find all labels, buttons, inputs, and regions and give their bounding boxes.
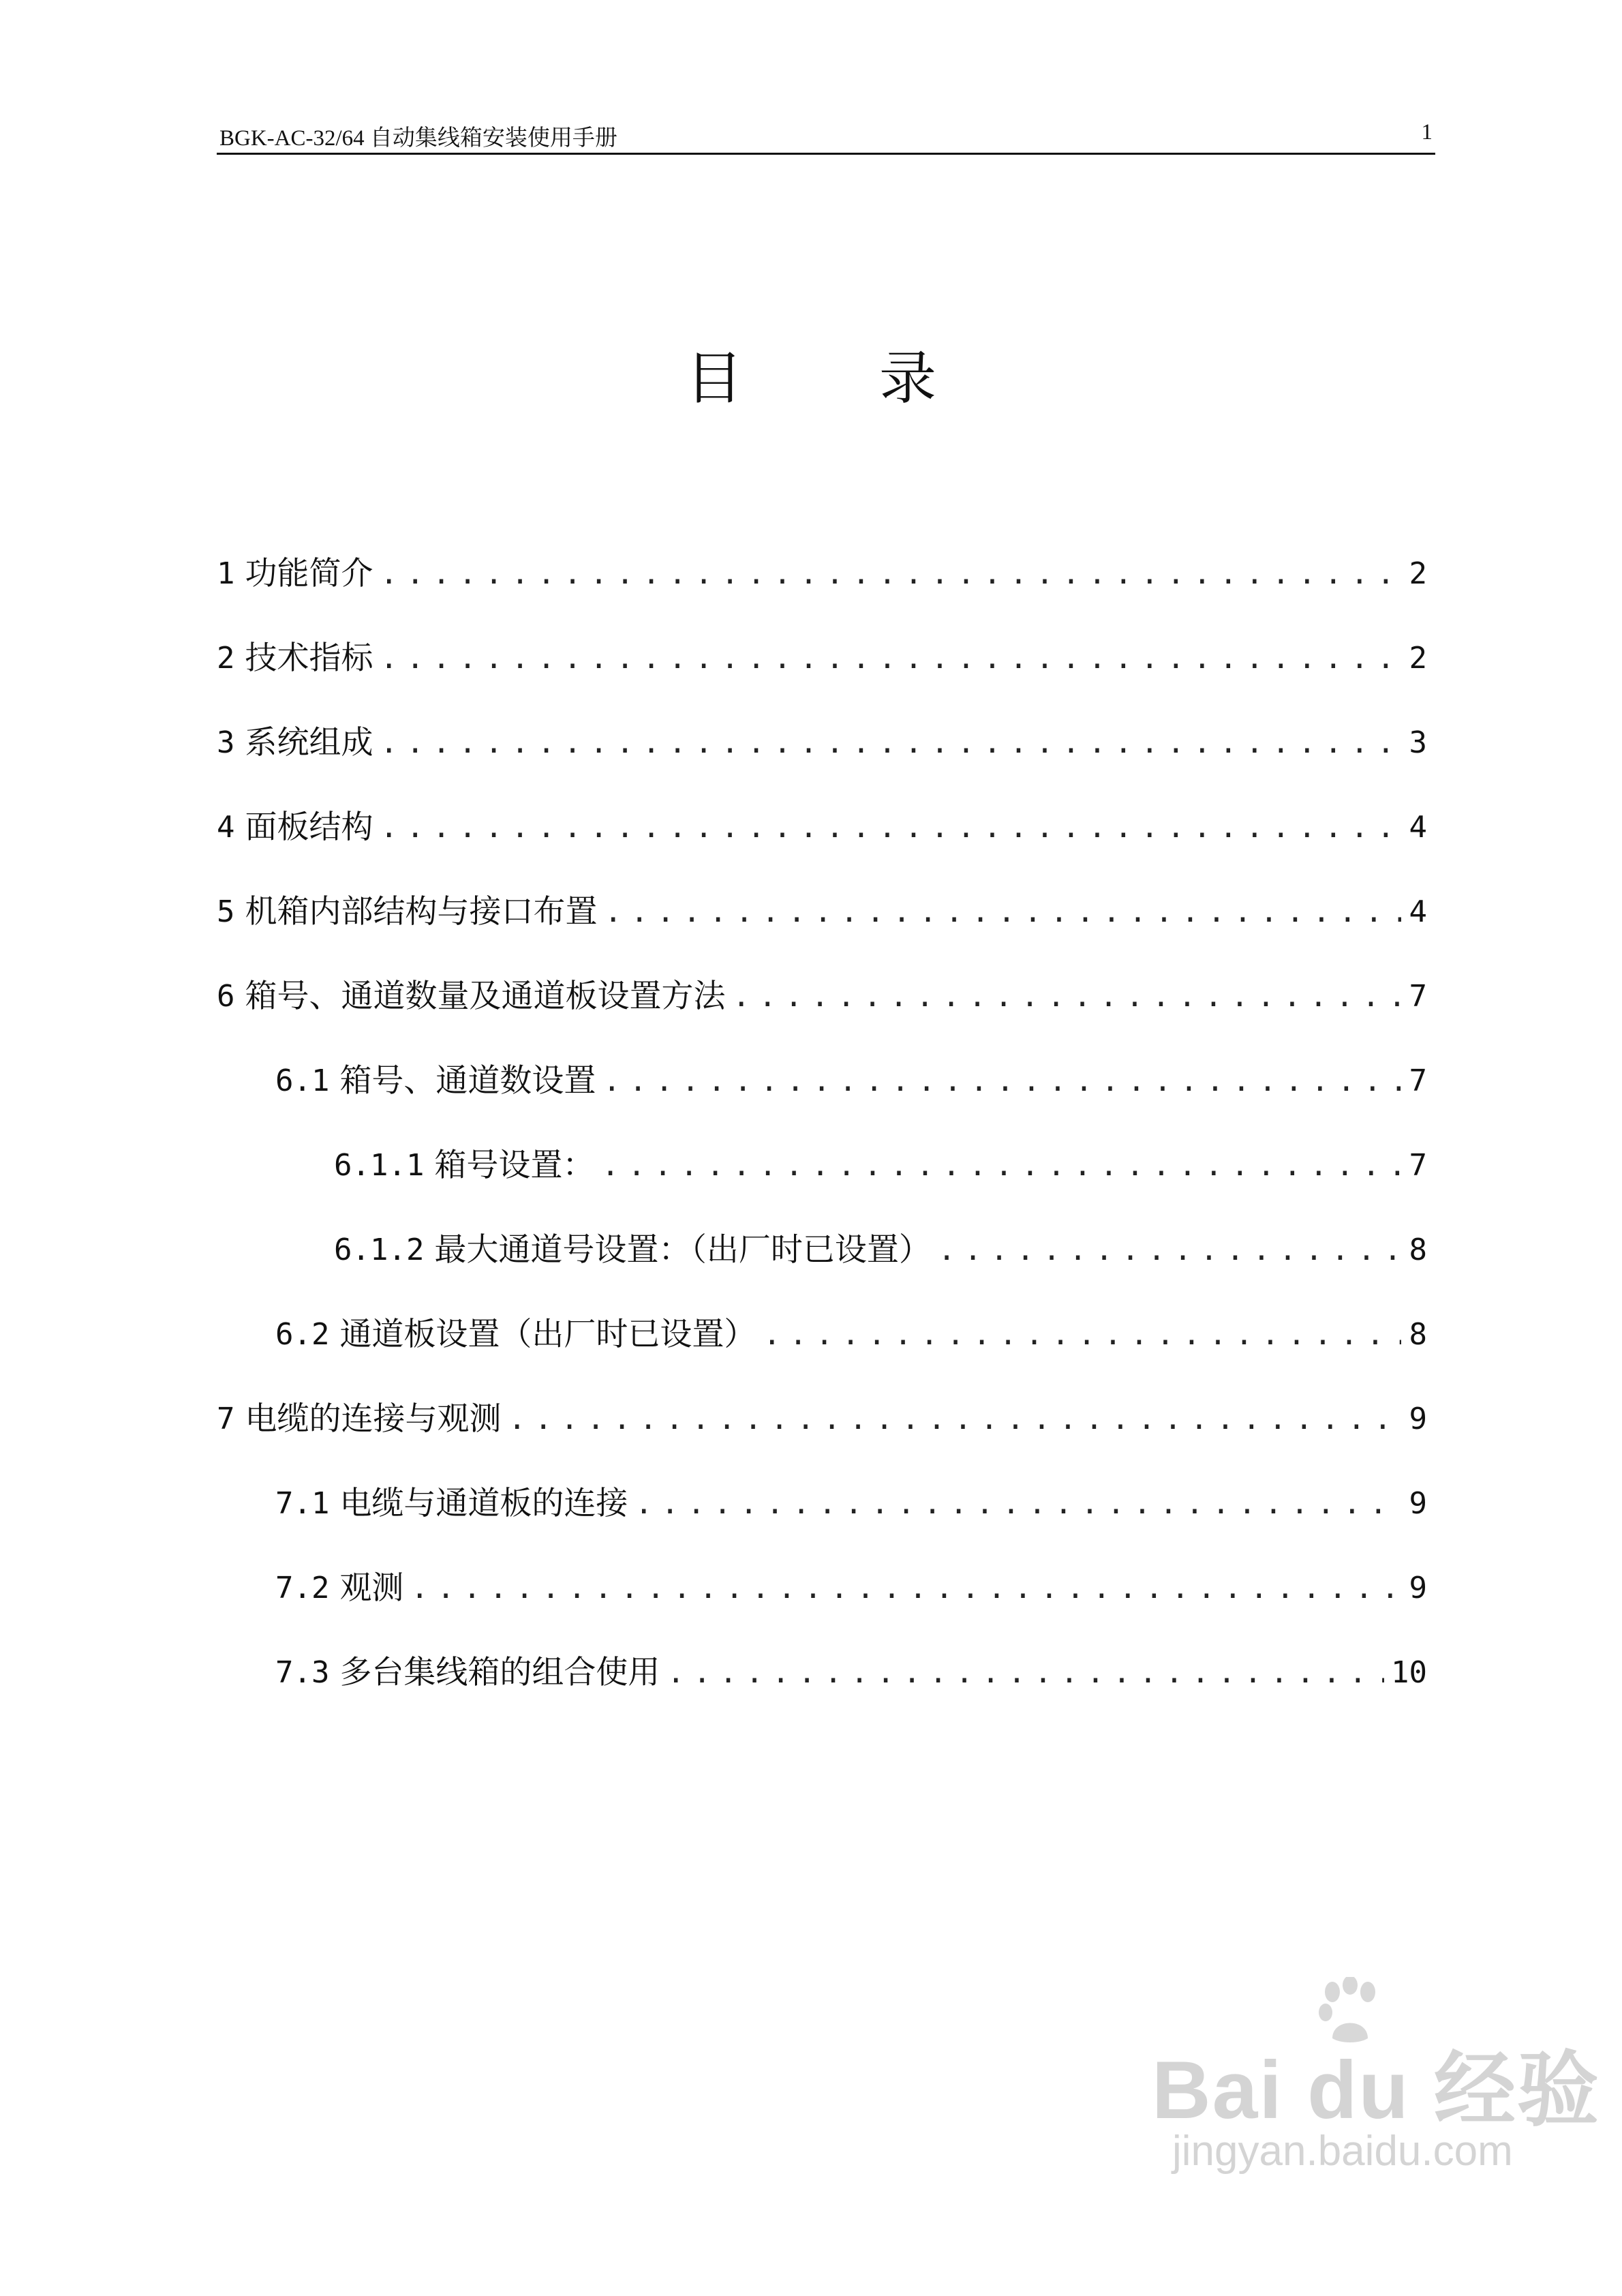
toc-entry-page: 9 xyxy=(1409,1571,1427,1605)
header-title: BGK-AC-32/64 自动集线箱安装使用手册 xyxy=(219,126,617,151)
toc-entry-number: 2 xyxy=(217,641,235,676)
toc-entry-page: 2 xyxy=(1409,641,1427,676)
toc-entry-label: 系统组成 xyxy=(245,724,373,761)
toc-entry[interactable] xyxy=(217,510,1427,594)
toc-entry-label: 功能简介 xyxy=(245,555,373,592)
toc-entry-number: 7.3 xyxy=(275,1655,330,1690)
toc-entry-label: 观测 xyxy=(339,1569,404,1607)
toc-entry-number: 6.1 xyxy=(275,1063,330,1098)
toc-leader-dots xyxy=(604,892,1401,933)
toc-entry-label: 多台集线箱的组合使用 xyxy=(339,1654,660,1691)
toc-leader-dots xyxy=(380,723,1401,764)
toc-leader-dots xyxy=(732,976,1401,1017)
toc-leader-dots xyxy=(380,638,1401,679)
toc-entry-number: 7.1 xyxy=(275,1486,330,1521)
toc-entry-label: 箱号、通道数设置 xyxy=(339,1062,596,1100)
toc-entry-number: 4 xyxy=(217,810,235,845)
toc-entry-page: 9 xyxy=(1409,1486,1427,1521)
toc-entry-number: 1 xyxy=(217,556,235,591)
toc-leader-dots xyxy=(410,1568,1401,1609)
toc-entry[interactable] xyxy=(217,594,1427,679)
watermark-url: jingyan.baidu.com xyxy=(1172,2128,1513,2175)
toc-entry-page: 7 xyxy=(1409,1148,1427,1183)
toc-entry-label: 箱号、通道数量及通道板设置方法 xyxy=(245,978,726,1015)
toc-entry-page: 7 xyxy=(1409,979,1427,1014)
toc-entry[interactable] xyxy=(217,764,1427,848)
toc-entry-number: 3 xyxy=(217,725,235,760)
toc-leader-dots xyxy=(602,1061,1401,1102)
toc-entry-page: 7 xyxy=(1409,1063,1427,1098)
table-of-contents xyxy=(217,510,1427,1693)
toc-leader-dots xyxy=(634,1483,1401,1524)
toc-entry[interactable] xyxy=(217,679,1427,764)
toc-entry-label: 机箱内部结构与接口布置 xyxy=(245,893,598,931)
toc-heading: 目录 xyxy=(685,345,1073,412)
toc-entry-number: 6 xyxy=(217,979,235,1014)
header-page-number: 1 xyxy=(1421,120,1433,145)
toc-entry[interactable] xyxy=(217,1271,1427,1355)
toc-leader-dots xyxy=(508,1399,1401,1440)
watermark-brand: Bai du 经验 xyxy=(1152,2044,1601,2136)
toc-entry-label: 最大通道号设置：（出厂时已设置） xyxy=(434,1231,931,1269)
toc-leader-dots xyxy=(601,1145,1401,1186)
toc-entry[interactable] xyxy=(217,1524,1427,1609)
toc-entry-number: 7 xyxy=(217,1402,235,1436)
toc-entry-label: 技术指标 xyxy=(245,639,373,677)
toc-leader-dots xyxy=(380,807,1401,848)
toc-leader-dots xyxy=(938,1230,1401,1271)
toc-entry[interactable] xyxy=(217,1102,1427,1186)
toc-entry-label: 面板结构 xyxy=(245,809,373,846)
page-header xyxy=(217,115,1435,155)
toc-leader-dots xyxy=(380,554,1401,594)
toc-leader-dots xyxy=(667,1652,1384,1693)
toc-entry[interactable] xyxy=(217,1186,1427,1271)
toc-entry[interactable] xyxy=(217,1440,1427,1524)
toc-entry-page: 8 xyxy=(1409,1233,1427,1267)
toc-leader-dots xyxy=(763,1314,1401,1355)
toc-entry-number: 7.2 xyxy=(275,1571,330,1605)
toc-entry[interactable] xyxy=(217,933,1427,1017)
baidu-jingyan-watermark xyxy=(1152,1963,1601,2188)
toc-entry-page: 4 xyxy=(1409,810,1427,845)
toc-entry-label: 通道板设置（出厂时已设置） xyxy=(339,1316,756,1353)
toc-entry[interactable] xyxy=(217,1355,1427,1440)
toc-entry[interactable] xyxy=(217,1609,1427,1693)
toc-entry-label: 电缆的连接与观测 xyxy=(245,1400,502,1438)
toc-entry-page: 10 xyxy=(1391,1655,1427,1690)
toc-entry-label: 电缆与通道板的连接 xyxy=(339,1485,628,1522)
toc-entry-page: 8 xyxy=(1409,1317,1427,1352)
toc-entry-page: 4 xyxy=(1409,894,1427,929)
toc-entry-page: 3 xyxy=(1409,725,1427,760)
toc-entry-page: 9 xyxy=(1409,1402,1427,1436)
toc-entry[interactable] xyxy=(217,848,1427,933)
toc-entry-page: 2 xyxy=(1409,556,1427,591)
toc-entry[interactable] xyxy=(217,1017,1427,1102)
toc-entry-label: 箱号设置： xyxy=(434,1147,595,1184)
toc-entry-number: 6.2 xyxy=(275,1317,330,1352)
toc-entry-number: 6.1.1 xyxy=(334,1148,425,1183)
toc-entry-number: 5 xyxy=(217,894,235,929)
toc-entry-number: 6.1.2 xyxy=(334,1233,425,1267)
